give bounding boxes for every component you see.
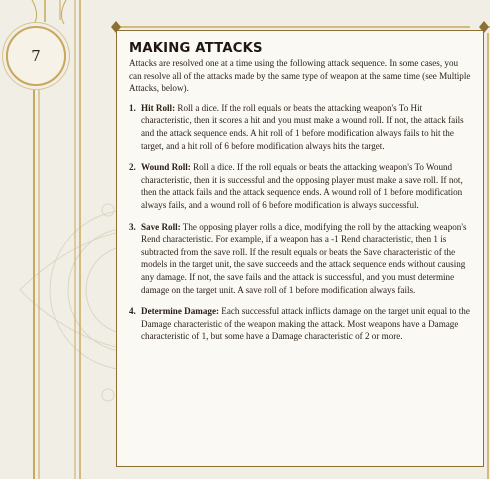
step-save-roll xyxy=(129,221,471,297)
step-number: 4. xyxy=(129,306,136,317)
step-number: 3. xyxy=(129,221,136,232)
step-name: Save Roll: xyxy=(141,221,181,232)
step-hit-roll xyxy=(129,102,471,152)
page-number-badge xyxy=(6,26,66,86)
attack-sequence-list xyxy=(129,102,471,343)
step-name: Determine Damage: xyxy=(141,306,220,317)
step-name: Hit Roll: xyxy=(141,102,176,113)
step-text: Roll a dice. If the roll equals or beats the attacking weapon's To Wound characteristic, then it is successful and the opposing player must make a save roll. If not, then the attack fails and the attack sequence ends. A wound roll of 1 before modification always fails, and a wound roll of 6 before modification is always successful. xyxy=(141,162,463,210)
section-title: MAKING ATTACKS xyxy=(129,41,263,56)
page-number: 7 xyxy=(31,47,41,65)
step-text: The opposing player rolls a dice, modifying the roll by the attacking weapon's Rend characteristic. For example, if a weapon has a -1 Rend characteristic, then 1 is subtracted from the save roll. If the result equals or beats the Save characteristic of the models in the target unit, the save succeeds and the attack sequence ends without causing any damage. If not, the save fails and the attack is successful, and you must determine damage on the target unit. A save roll of 1 before modification always fails. xyxy=(141,221,467,295)
step-wound-roll xyxy=(129,161,471,211)
step-name: Wound Roll: xyxy=(141,162,191,173)
step-number: 2. xyxy=(129,162,136,173)
step-text: Each successful attack inflicts damage on the target unit equal to the Damage characteristic of the weapon making the attack. Most weapons have a Damage characteristic of 1, but some have a Damage characteristic of 2 or more. xyxy=(141,306,470,342)
step-number: 1. xyxy=(129,102,136,113)
step-text: Roll a dice. If the roll equals or beats the attacking weapon's To Hit characteristic, then it scores a hit and you must make a wound roll. If not, the attack fails and the attack sequence ends. A hit roll of 1 before modification always fails to hit the target, and a hit roll of 6 before modification always hits the target. xyxy=(141,102,464,151)
making-attacks-panel xyxy=(116,30,484,467)
section-intro: Attacks are resolved one at a time using the following attack sequence. In some cases, you can resolve all of the attacks made by the same type of weapon at the same time (see Multiple Attacks, below). xyxy=(129,58,471,94)
step-determine-damage xyxy=(129,305,471,343)
